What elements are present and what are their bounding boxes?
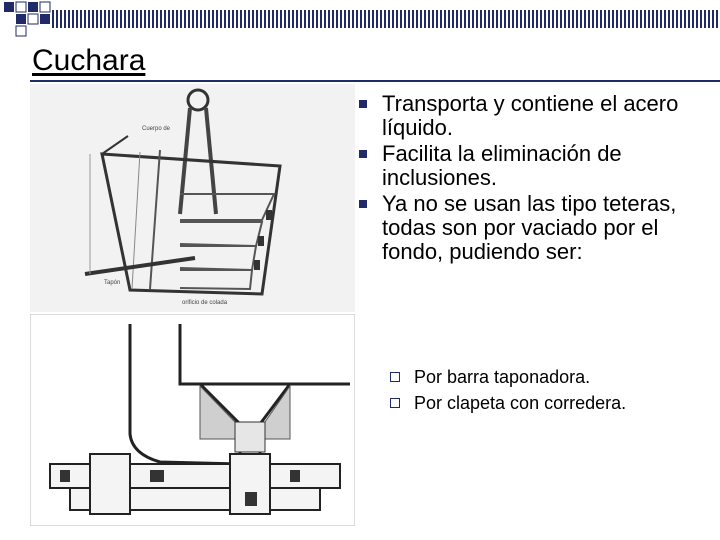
bullet-item	[356, 92, 706, 140]
bullet-item	[356, 142, 706, 190]
bullet-text: Ya no se usan las tipo teteras, todas son por vaciado por el fondo, pudiendo ser:	[382, 191, 677, 264]
nozzle-section-figure	[30, 314, 355, 526]
ladle-diagram-figure	[30, 84, 355, 312]
figure-label-cuerpo: Cuerpo de	[142, 126, 171, 132]
sub-bullet-text: Por barra taponadora.	[414, 367, 591, 387]
title-underline-rule	[30, 80, 720, 82]
filled-square-icon	[359, 100, 367, 108]
figure-label-orificio: orificio de colada	[182, 300, 228, 306]
hollow-square-icon	[390, 372, 400, 382]
hollow-square-icon	[390, 398, 400, 408]
sub-bullet-item	[382, 364, 626, 390]
main-bullet-list	[356, 92, 706, 266]
slide-title: Cuchara	[32, 44, 146, 77]
bullet-text: Facilita la eliminación de inclusiones.	[382, 141, 622, 190]
filled-square-icon	[359, 200, 367, 208]
filled-square-icon	[359, 150, 367, 158]
figure-label-tapon: Tapón	[104, 280, 121, 286]
sub-bullet-list	[382, 364, 626, 416]
header-stripe-band	[52, 10, 720, 28]
corner-squares-icon	[0, 0, 60, 40]
bullet-text: Transporta y contiene el acero líquido.	[382, 91, 679, 140]
bullet-item	[356, 192, 706, 264]
sub-bullet-text: Por clapeta con corredera.	[414, 393, 627, 413]
sub-bullet-item	[382, 390, 626, 416]
